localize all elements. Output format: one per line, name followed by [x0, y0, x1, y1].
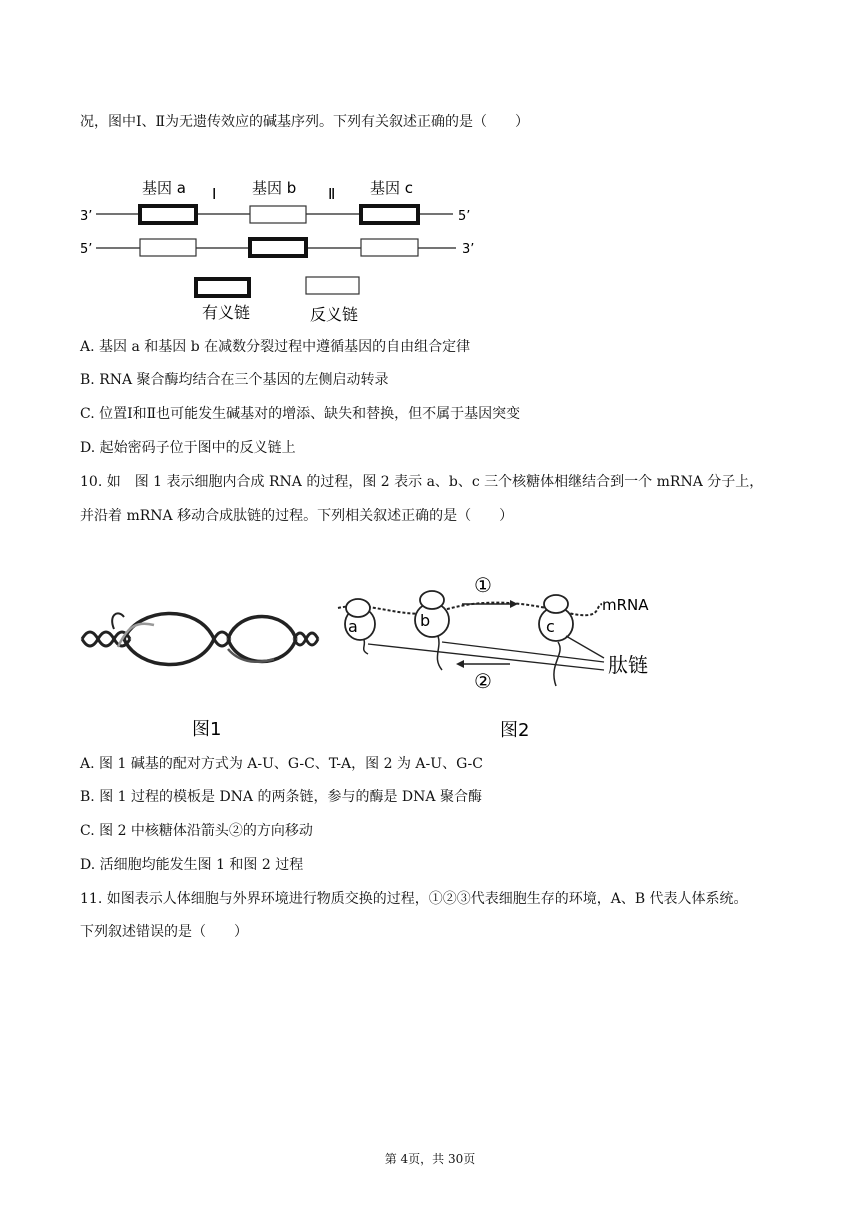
- gene-a-bottom-box: [140, 239, 196, 256]
- legend-sense-label: 有义链: [202, 303, 251, 322]
- region-2-label: Ⅱ: [328, 185, 336, 203]
- q9-stem-tail: 况，图中Ⅰ、Ⅱ为无遗传效应的碱基序列。下列有关叙述正确的是（ ）: [80, 114, 530, 130]
- leader-line-b: [442, 642, 604, 662]
- q10-option-d: D. 活细胞均能发生图 1 和图 2 过程: [80, 857, 304, 873]
- q10-option-c: C. 图 2 中核糖体沿箭头②的方向移动: [80, 823, 313, 839]
- q11-stem-line2: 下列叙述错误的是（ ）: [80, 924, 248, 940]
- page-footer: 第 4页，共 30页: [384, 1152, 476, 1166]
- q11-stem-line1: 11. 如图表示人体细胞与外界环境进行物质交换的过程，①②③代表细胞生存的环境，A、B 代表人体系统。: [80, 891, 748, 907]
- arrow-2-head: [456, 660, 464, 668]
- ribosome-a-small: [346, 599, 370, 617]
- q10-stem-line2: 并沿着 mRNA 移动合成肽链的过程。下列相关叙述正确的是（ ）: [80, 508, 514, 524]
- ribosome-b-small: [420, 591, 444, 609]
- gene-c-top-box: [361, 206, 418, 223]
- ribosome-a-label: a: [348, 617, 358, 636]
- figure-1-transcription: [78, 595, 326, 745]
- bubble-1-top: [124, 613, 214, 639]
- figure-1-caption: 图1: [192, 719, 222, 740]
- legend-antisense-box: [306, 277, 359, 294]
- legend-antisense-label: 反义链: [310, 305, 359, 324]
- end-bottom-right: 3’: [462, 242, 475, 257]
- rna-tail-1: [112, 613, 124, 629]
- gene-c-bottom-box: [361, 239, 418, 256]
- ribosome-c-small: [544, 595, 568, 613]
- q10-option-b: B. 图 1 过程的模板是 DNA 的两条链，参与的酶是 DNA 聚合酶: [80, 789, 482, 805]
- q9-option-a: A. 基因 a 和基因 b 在减数分裂过程中遵循基因的自由组合定律: [80, 339, 471, 355]
- figure-2-caption: 图2: [500, 720, 530, 741]
- gene-b-top-box: [250, 206, 306, 223]
- arrow-1-label: ①: [474, 573, 492, 597]
- gene-b-bottom-box: [250, 239, 306, 256]
- peptide-chain-b: [437, 636, 442, 670]
- q10-option-a: A. 图 1 碱基的配对方式为 A-U、G-C、T-A，图 2 为 A-U、G-C: [80, 756, 483, 772]
- gene-c-label: 基因 c: [370, 179, 414, 197]
- gene-diagram: [78, 170, 498, 330]
- bubble-2-top: [228, 617, 296, 640]
- rna-strand-1: [118, 624, 154, 647]
- gene-a-label: 基因 a: [142, 179, 186, 197]
- ribosome-c-label: c: [546, 617, 555, 636]
- figure-2-translation: [334, 566, 664, 746]
- bubble-1-bottom: [124, 639, 214, 665]
- peptide-label: 肽链: [608, 653, 648, 677]
- gene-a-top-box: [140, 206, 196, 223]
- legend-sense-box: [196, 279, 249, 296]
- end-top-left: 3’: [80, 209, 93, 224]
- arrow-2-label: ②: [474, 669, 492, 693]
- q10-stem-line1: 10. 如 图 1 表示细胞内合成 RNA 的过程，图 2 表示 a、b、c 三个核糖体相继结合到一个 mRNA 分子上，: [80, 474, 764, 490]
- gene-b-label: 基因 b: [252, 179, 297, 197]
- region-1-label: Ⅰ: [212, 185, 217, 203]
- end-top-right: 5’: [458, 209, 471, 224]
- leader-line-c: [566, 636, 604, 658]
- q9-option-d: D. 起始密码子位于图中的反义链上: [80, 440, 296, 456]
- mrna-label: mRNA: [602, 596, 649, 614]
- ribosome-b-label: b: [420, 611, 431, 630]
- peptide-chain-a: [364, 640, 368, 654]
- q9-option-b: B. RNA 聚合酶均结合在三个基因的左侧启动转录: [80, 372, 389, 388]
- q9-option-c: C. 位置Ⅰ和Ⅱ也可能发生碱基对的增添、缺失和替换，但不属于基因突变: [80, 406, 521, 422]
- end-bottom-left: 5’: [80, 242, 93, 257]
